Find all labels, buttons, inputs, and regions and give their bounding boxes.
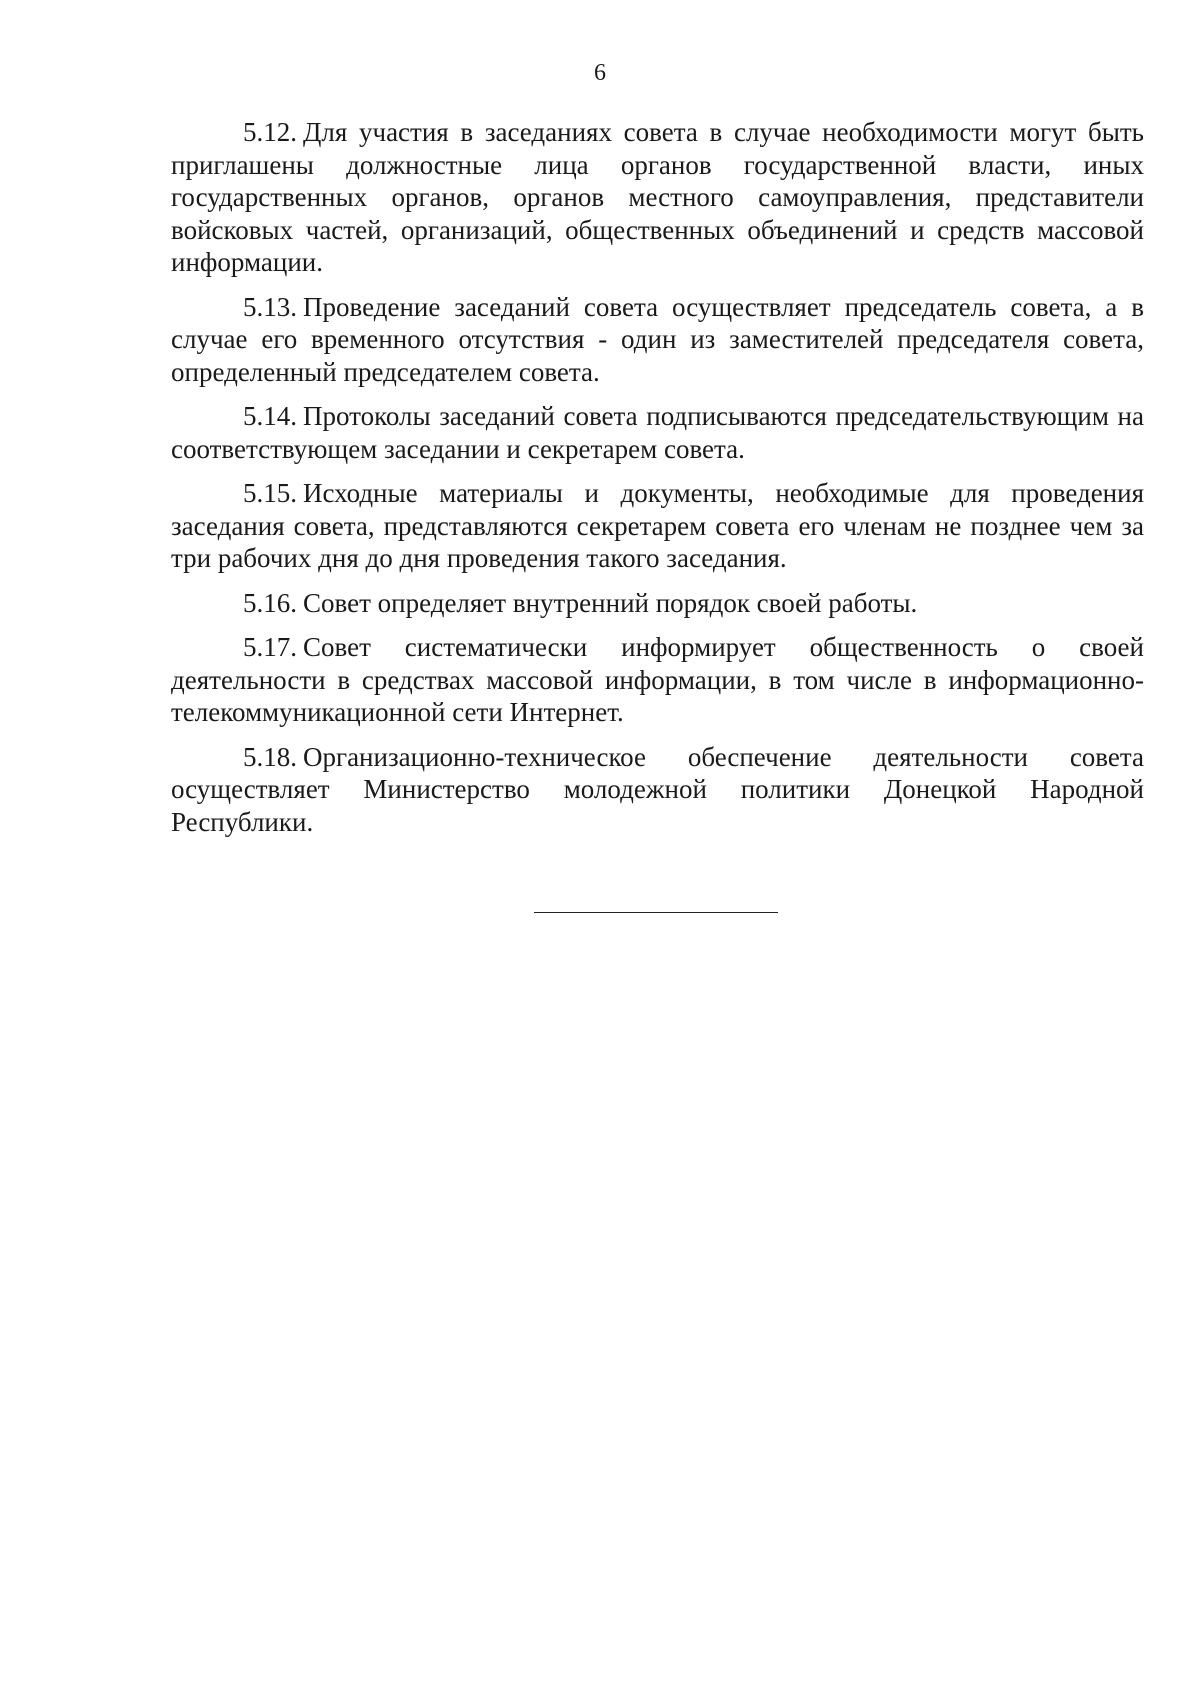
paragraph-number: 5.14. [243,401,297,431]
page-number: 6 [594,60,606,86]
paragraph-number: 5.13. [243,291,297,322]
paragraph-5-13 [171,291,1144,389]
paragraph-text: Для участия в заседаниях совета в случае необходимости могут быть приглашены должностные лица органов государственной власти, иных государственных органов, органов местного самоуправления, представители войсковых частей, организаций, общественных объединений и средств массовой информации. [171,117,1144,277]
paragraph-number: 5.16. [243,587,297,618]
paragraph-5-17 [171,631,1144,729]
paragraph-text: Организационно-техническое обеспечение деятельности совета осуществляет Министерство молодежной политики Донецкой Народной Республики. [171,741,1144,837]
paragraph-5-12 [171,116,1144,279]
paragraph-5-14 [171,400,1144,465]
paragraph-text: Проведение заседаний совета осуществляет председатель совета, а в случае его временного отсутствия - один из заместителей председателя совета, определенный председателем совета. [171,291,1144,387]
paragraph-number: 5.15. [243,478,297,508]
paragraph-text: Исходные материалы и документы, необходимые для проведения заседания совета, представляются секретарем совета его членам не позднее чем за три рабочих дня до дня проведения такого заседания. [171,478,1144,573]
paragraph-5-15 [171,477,1144,575]
paragraph-number: 5.12. [243,117,297,147]
paragraph-text: Протоколы заседаний совета подписываются председательствующим на соответствующем заседании и секретарем совета. [171,401,1144,464]
paragraph-text: Совет определяет внутренний порядок своей работы. [303,587,918,618]
paragraph-text: Совет систематически информирует общественность о своей деятельности в средствах массовой информации, в том числе в информационно-телекоммуникационной сети Интернет. [171,632,1144,727]
closing-divider-line [534,912,778,913]
paragraph-5-18 [171,741,1144,839]
paragraph-number: 5.17. [243,632,297,662]
paragraph-number: 5.18. [243,741,297,772]
paragraph-5-16 [171,587,1144,620]
document-body [171,116,1144,850]
